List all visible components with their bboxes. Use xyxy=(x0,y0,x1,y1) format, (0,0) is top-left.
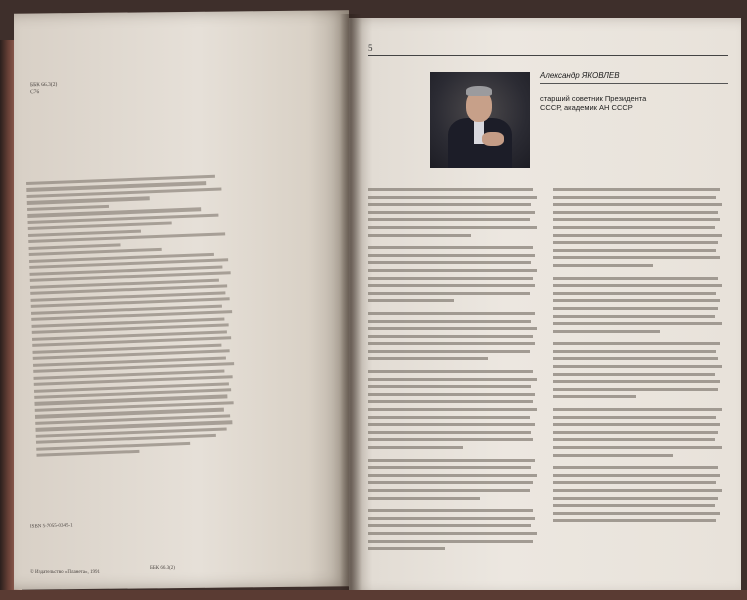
bottom-code: ББК 66.3(2) xyxy=(150,566,175,571)
imprint-code-secondary: С76 xyxy=(30,89,40,96)
header-rule xyxy=(368,55,728,56)
publisher-line: © Издательство «Планета», 1991 xyxy=(30,570,101,575)
book-spine xyxy=(340,14,362,594)
imprint-code: ББК 66.3(2) xyxy=(29,81,58,89)
table-edge xyxy=(0,590,747,600)
author-role: старший советник Президента СССР, академик АН СССР xyxy=(540,94,647,112)
credits-block xyxy=(26,174,244,534)
name-rule xyxy=(540,83,728,84)
isbn: ISBN 5-7055-0345-1 xyxy=(29,523,73,530)
author-portrait xyxy=(430,72,530,168)
author-name: Александр ЯКОВЛЕВ xyxy=(540,71,620,80)
text-column-right xyxy=(553,188,725,560)
imprint-codes xyxy=(30,82,58,96)
page-number: 5 xyxy=(368,43,373,53)
text-column-left xyxy=(368,188,540,560)
